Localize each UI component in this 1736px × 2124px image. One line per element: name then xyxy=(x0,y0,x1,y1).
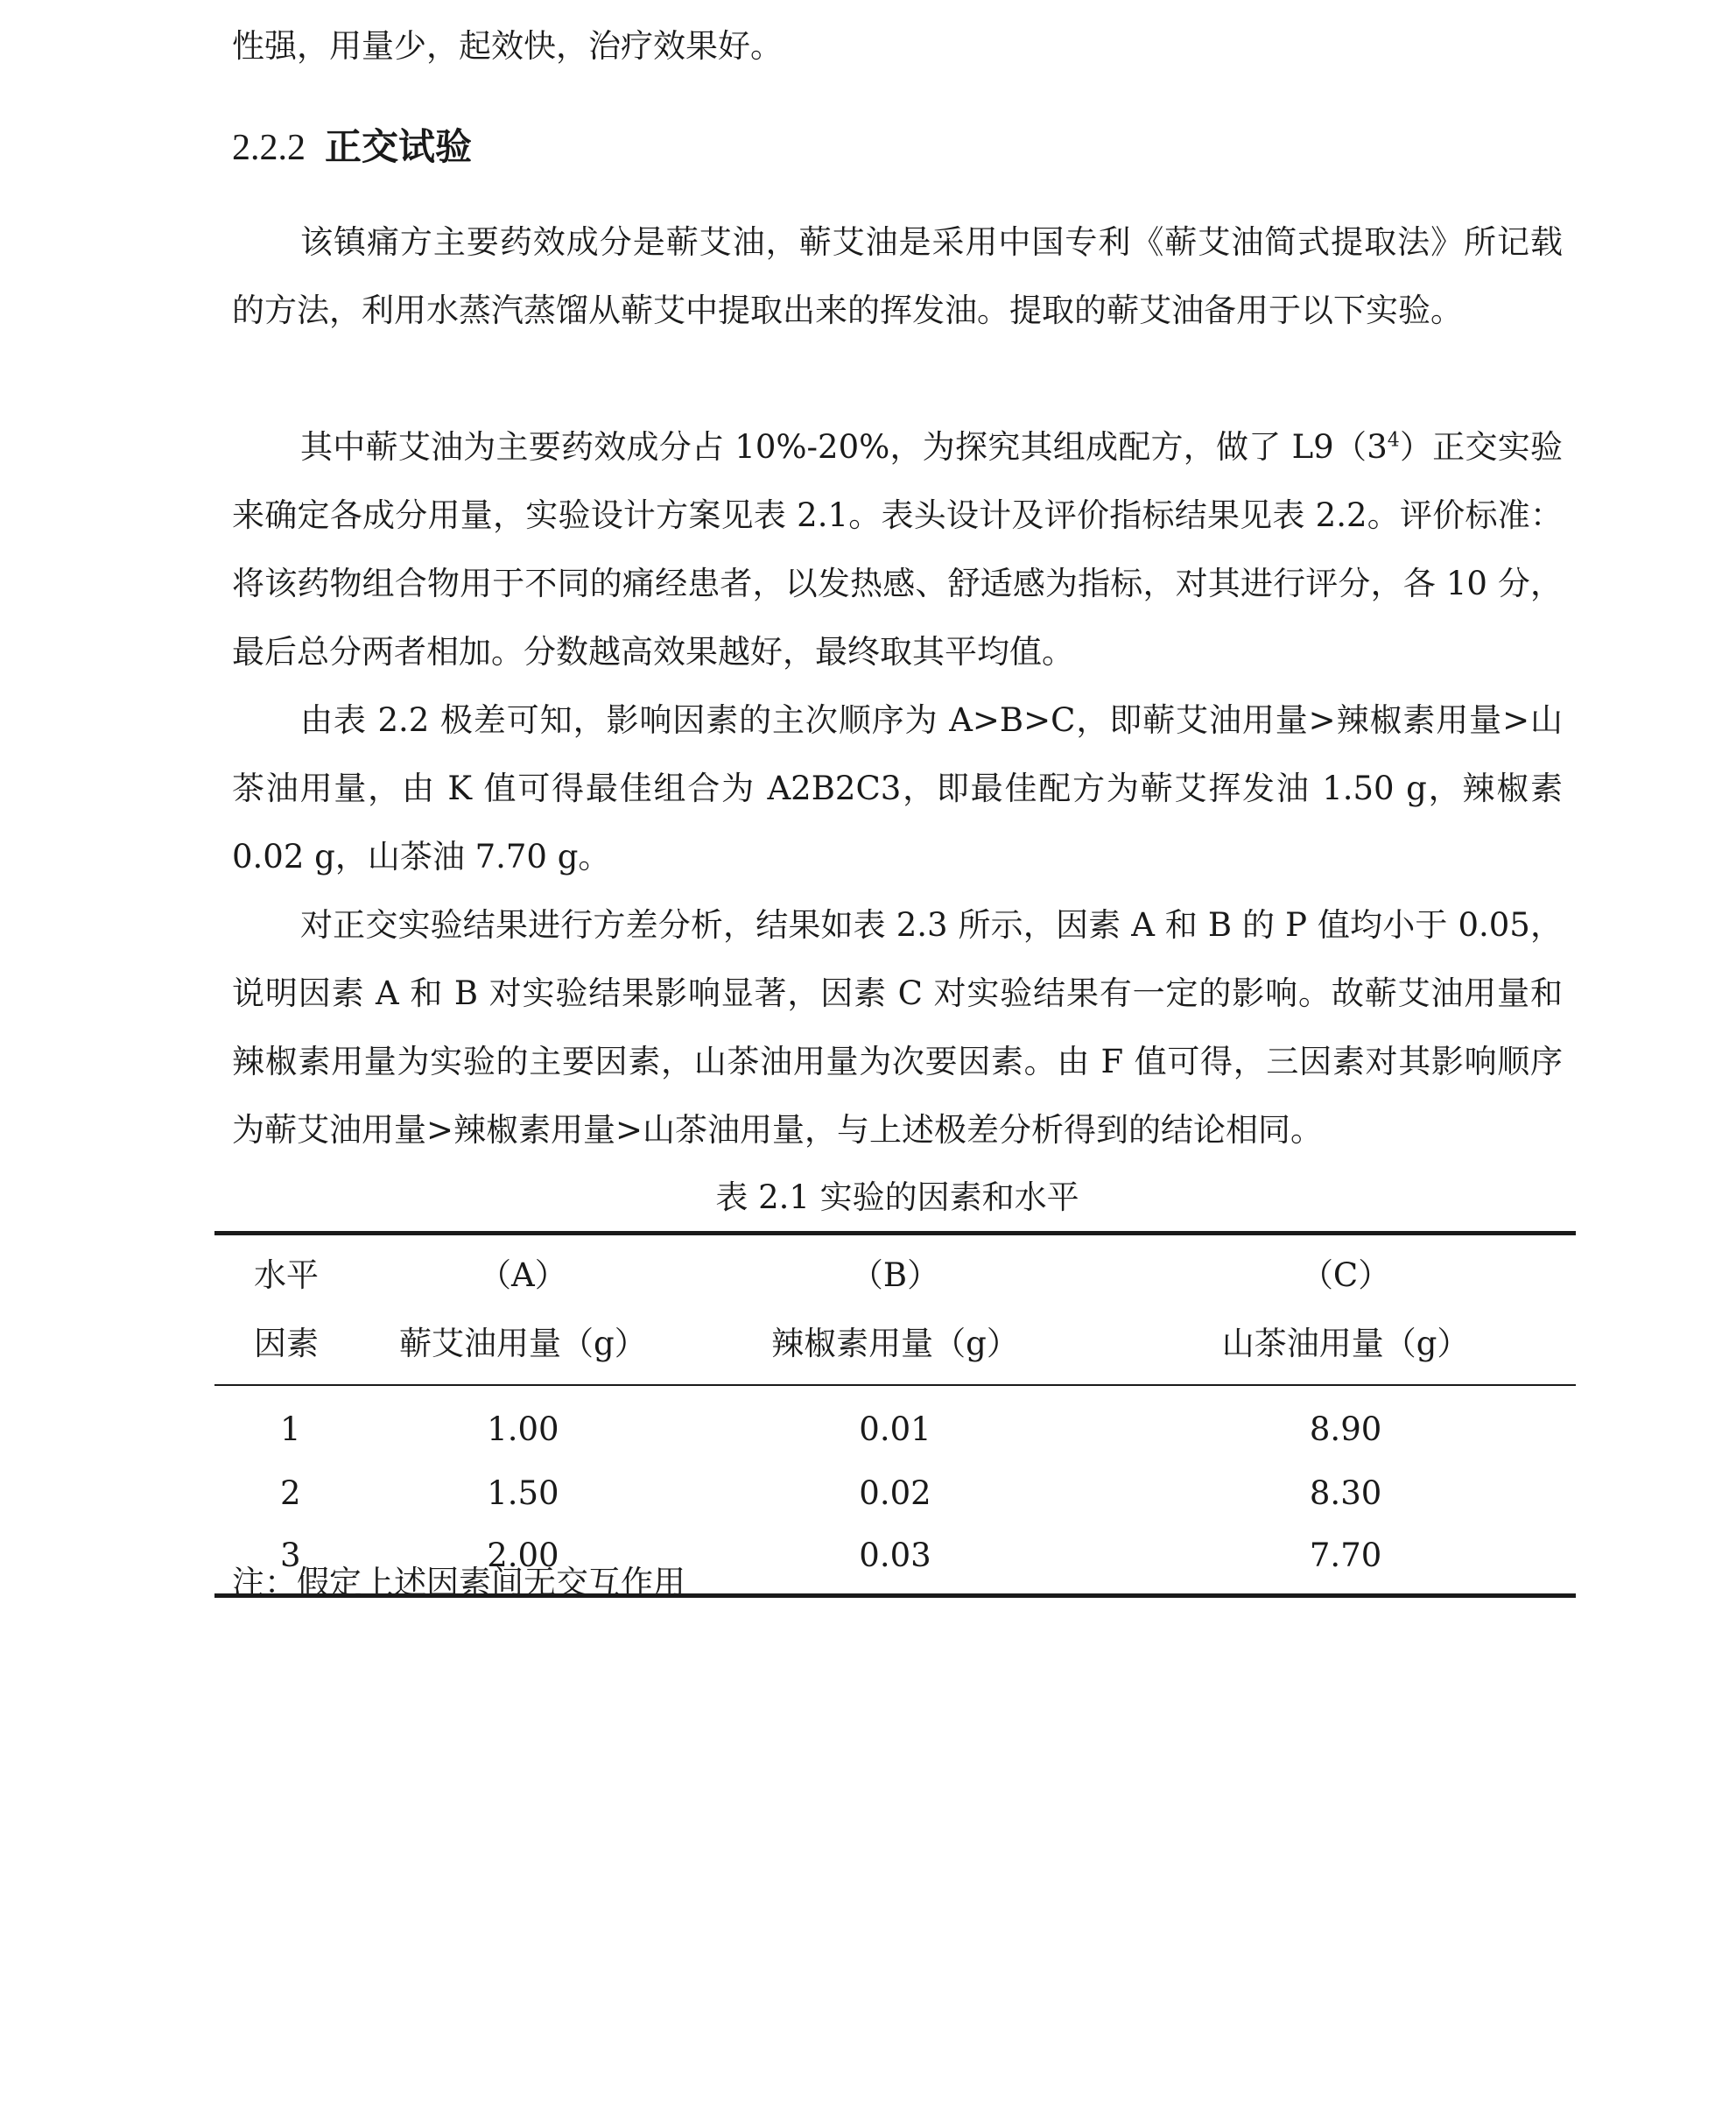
table-header-row xyxy=(214,1234,1576,1305)
header-cell: 蕲艾油用量（g） xyxy=(371,1304,675,1385)
header-cell: 山茶油用量（g） xyxy=(1115,1304,1576,1385)
paragraph-extraction: 该镇痛方主要药效成分是蕲艾油，蕲艾油是采用中国专利《蕲艾油简式提取法》所记载的方法，利用水蒸汽蒸馏从蕲艾中提取出来的挥发油。提取的蕲艾油备用于以下实验。 xyxy=(232,223,1563,329)
table-cell: 0.02 xyxy=(859,1474,931,1512)
superscript-exponent: 4 xyxy=(1387,429,1400,452)
header-cell: （C） xyxy=(1115,1234,1576,1305)
table-cell: 1.00 xyxy=(487,1410,559,1448)
section-title: 正交试验 xyxy=(325,125,473,168)
header-cell: 因素 xyxy=(214,1304,371,1385)
header-cell: 辣椒素用量（g） xyxy=(675,1304,1115,1385)
paragraph-variance-analysis: 对正交实验结果进行方差分析，结果如表 2.3 所示，因素 A 和 B 的 P 值均小于 0.05，说明因素 A 和 B 对实验结果影响显著，因素 C 对实验结果有一定的影响。故蕲艾油用量和辣椒素用量为实验的主要因素，山茶油用量为次要因素。由 F 值可得，三因素对其影响顺序为蕲艾油用量>辣椒素用量>山茶油用量，与上述极差分析得到的结论相同。 xyxy=(232,906,1563,1149)
paragraph-range-analysis: 由表 2.2 极差可知，影响因素的主次顺序为 A>B>C，即蕲艾油用量>辣椒素用量>山茶油用量，由 K 值可得最佳组合为 A2B2C3，即最佳配方为蕲艾挥发油 1.50 g，辣椒素 0.02 g，山茶油 7.70 g。 xyxy=(232,701,1563,876)
section-heading xyxy=(232,112,472,183)
table-note: 注：假定上述因素间无交互作用 xyxy=(232,1564,685,1601)
level-cell: 3 xyxy=(214,1523,371,1596)
table-row xyxy=(214,1463,1576,1523)
level-cell: 1 xyxy=(280,1410,301,1448)
table-cell: 7.70 xyxy=(1115,1523,1576,1596)
table-cell: 0.01 xyxy=(859,1410,931,1448)
continued-text-line: 性强，用量少，起效快，治疗效果好。 xyxy=(232,27,783,65)
paragraph-text: ）正交实验来确定各成分用量，实验设计方案见表 2.1。表头设计及评价指标结果见表 2.2。评价标准：将该药物组合物用于不同的痛经患者，以发热感、舒适感为指标，对其进行评分，各 10 分，最后总分两者相加。分数越高效果越好，最终取其平均值。 xyxy=(232,428,1563,671)
header-cell: 水平 xyxy=(214,1234,371,1305)
table-cell: 0.03 xyxy=(675,1523,1115,1596)
table-cell: 8.90 xyxy=(1309,1410,1382,1448)
header-cell: （A） xyxy=(371,1234,675,1305)
table-caption: 表 2.1 实验的因素和水平 xyxy=(715,1178,1079,1216)
table-cell: 1.50 xyxy=(487,1474,559,1512)
paragraph-orthogonal-design xyxy=(232,413,1563,686)
table-cell: 8.30 xyxy=(1309,1474,1382,1512)
header-cell: （B） xyxy=(675,1234,1115,1305)
table-row xyxy=(214,1385,1576,1463)
table-header-row xyxy=(214,1304,1576,1385)
level-cell: 2 xyxy=(280,1474,301,1512)
table-cell: 2.00 xyxy=(371,1523,675,1596)
section-number: 2.2.2 xyxy=(232,128,306,168)
factor-level-table xyxy=(214,1231,1576,1598)
paragraph-text: 其中蕲艾油为主要药效成分占 10%-20%，为探究其组成配方，做了 L9（3 xyxy=(300,428,1388,466)
